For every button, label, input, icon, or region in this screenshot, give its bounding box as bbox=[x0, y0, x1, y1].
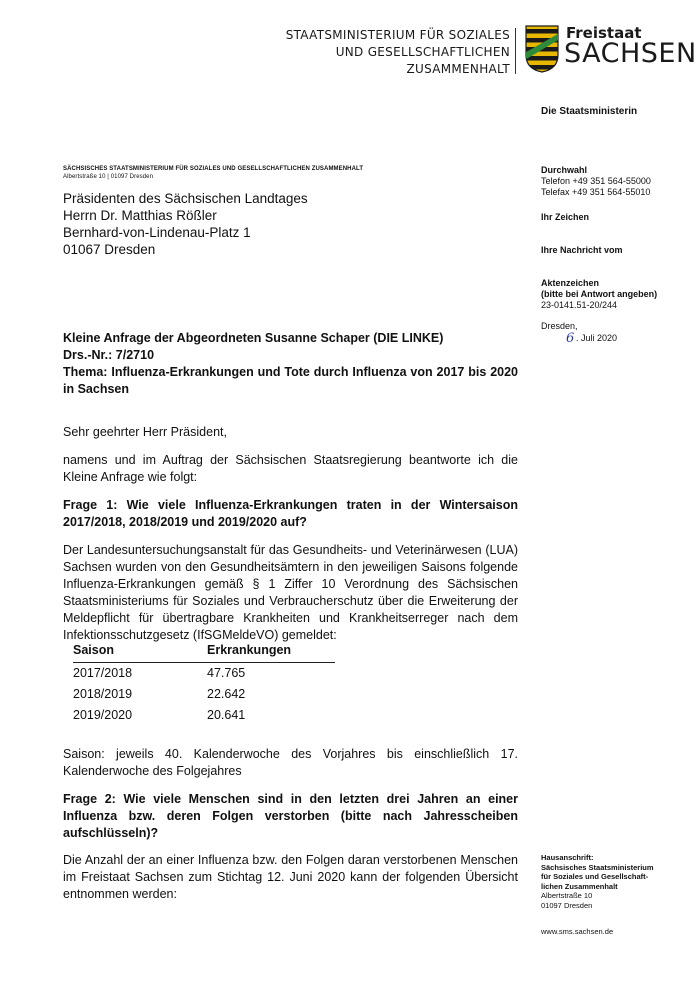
durchwahl-label: Durchwahl bbox=[541, 165, 588, 175]
table-row bbox=[73, 705, 335, 726]
aktenzeichen-label: Aktenzeichen bbox=[541, 278, 600, 288]
date-place: Dresden, bbox=[541, 321, 578, 331]
address-line-1: Präsidenten des Sächsischen Landtages bbox=[63, 191, 308, 206]
subject-line-1: Kleine Anfrage der Abgeordneten Susanne Schaper (DIE LINKE) bbox=[63, 331, 444, 345]
telefax: Telefax +49 351 564-55010 bbox=[541, 187, 651, 197]
sender-line-2: Albertstraße 10 | 01097 Dresden bbox=[63, 174, 154, 180]
ministry-line-2: UND GESELLSCHAFTLICHEN bbox=[335, 45, 510, 59]
aktenzeichen-block bbox=[541, 278, 657, 311]
hausanschrift-line-4: Albertstraße 10 bbox=[541, 891, 593, 900]
salutation: Sehr geehrter Herr Präsident, bbox=[63, 425, 227, 439]
ministry-name bbox=[286, 27, 510, 78]
answer-2: Die Anzahl der an einer Influenza bzw. den Folgen daran verstorbenen Menschen im Freistaat Sachsen zum Stichtag 12. Juni 2020 kann der folgenden Übersicht entnommen werden: bbox=[63, 853, 518, 901]
cell-erkrankungen: 22.642 bbox=[207, 687, 246, 701]
header-erkrankungen: Erkrankungen bbox=[207, 643, 292, 657]
saison-note: Saison: jeweils 40. Kalenderwoche des Vorjahres bis einschließlich 17. Kalenderwoche des Folgejahres bbox=[63, 747, 518, 778]
sender-line-1: SÄCHSISCHES STAATSMINISTERIUM FÜR SOZIALES UND GESELLSCHAFTLICHEN ZUSAMMENHALT bbox=[63, 166, 364, 172]
answer-1: Der Landesuntersuchungsanstalt für das Gesundheits- und Veterinärwesen (LUA) Sachsen wurden von den Gesundheitsämtern in den jeweiligen Saisons folgende Influenza-Erkrankungen gemäß § 1 Ziffer 10 Verordnung des Sächsischen Staatsministeriums für Soziales und Verbraucherschutz über die Erweiterung der Meldepflicht für übertragbare Krankheiten und Krankheitserreger nach dem Infektionsschutzgesetz (IfSGMeldeVO) gemeldet: bbox=[63, 543, 518, 642]
cell-erkrankungen: 47.765 bbox=[207, 666, 246, 680]
hausanschrift-line-2: für Soziales und Gesellschaft- bbox=[541, 872, 649, 881]
ihr-zeichen-label: Ihr Zeichen bbox=[541, 212, 590, 222]
aktenzeichen-value: 23-0141.51-20/244 bbox=[541, 300, 618, 310]
table-header bbox=[73, 640, 335, 663]
question-2: Frage 2: Wie viele Menschen sind in den letzten drei Jahren an einer Influenza bzw. deren Folgen verstorben (bitte nach Jahresscheiben aufschlüsseln)? bbox=[63, 792, 518, 840]
sidebar-title: Die Staatsministerin bbox=[541, 106, 638, 117]
date-month-year: . Juli 2020 bbox=[576, 333, 618, 343]
address-line-4: 01067 Dresden bbox=[63, 242, 156, 257]
address-line-3: Bernhard-von-Lindenau-Platz 1 bbox=[63, 225, 251, 240]
address-line-2: Herrn Dr. Matthias Rößler bbox=[63, 208, 217, 223]
header-saison: Saison bbox=[73, 643, 114, 657]
table-row bbox=[73, 663, 335, 684]
contact-block bbox=[541, 165, 651, 198]
cell-saison: 2019/2020 bbox=[73, 708, 133, 722]
hausanschrift-label: Hausanschrift: bbox=[541, 853, 594, 862]
website-link[interactable]: www.sms.sachsen.de bbox=[541, 927, 614, 936]
subject-line-3: Thema: Influenza-Erkrankungen und Tote durch Influenza von 2017 bis 2020 in Sachsen bbox=[63, 365, 518, 396]
header-divider bbox=[515, 28, 516, 74]
ihre-nachricht-label: Ihre Nachricht vom bbox=[541, 245, 623, 255]
saxony-coat-of-arms-icon bbox=[525, 25, 559, 73]
cell-erkrankungen: 20.641 bbox=[207, 708, 246, 722]
recipient-address bbox=[63, 190, 308, 258]
handwritten-day: 6 bbox=[566, 331, 575, 346]
question-1: Frage 1: Wie viele Influenza-Erkrankungen traten in der Wintersaison 2017/2018, 2018/2019 und 2019/2020 auf? bbox=[63, 498, 518, 529]
subject-block bbox=[63, 330, 518, 398]
logo-freistaat: Freistaat bbox=[566, 24, 642, 42]
intro-paragraph: namens und im Auftrag der Sächsischen Staatsregierung beantworte ich die Kleine Anfrage wie folgt: bbox=[63, 453, 518, 484]
aktenzeichen-note: (bitte bei Antwort angeben) bbox=[541, 289, 658, 299]
ministry-line-3: ZUSAMMENHALT bbox=[406, 62, 510, 76]
ministry-line-1: STAATSMINISTERIUM FÜR SOZIALES bbox=[285, 28, 510, 42]
hausanschrift-block bbox=[541, 853, 654, 910]
influenza-table bbox=[73, 640, 335, 726]
hausanschrift-line-3: lichen Zusammenhalt bbox=[541, 881, 618, 891]
cell-saison: 2017/2018 bbox=[73, 666, 133, 680]
table-row bbox=[73, 684, 335, 705]
hausanschrift-line-5: 01097 Dresden bbox=[541, 900, 593, 910]
hausanschrift-line-1: Sächsisches Staatsministerium bbox=[541, 862, 654, 872]
sender-line bbox=[63, 165, 363, 181]
logo-sachsen: SACHSEN bbox=[564, 38, 697, 69]
telefon: Telefon +49 351 564-55000 bbox=[541, 176, 651, 186]
cell-saison: 2018/2019 bbox=[73, 687, 133, 701]
subject-line-2: Drs.-Nr.: 7/2710 bbox=[63, 348, 155, 362]
